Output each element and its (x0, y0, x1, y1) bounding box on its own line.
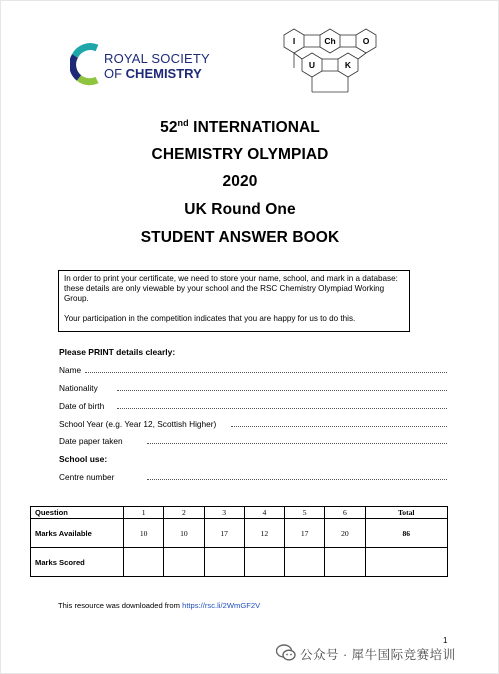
privacy-notice-para1: In order to print your certificate, we need to store your name, school, and mark in a database: these details are only viewable by your school and the RSC Chemistry Olympiad Working Group. (64, 274, 398, 303)
dob-label: Date of birth (59, 401, 105, 411)
title-ordinal: 52 (160, 119, 178, 137)
question-number: 4 (244, 507, 284, 519)
marks-available-cell: 17 (285, 519, 325, 548)
marks-scored-cell[interactable] (285, 548, 325, 577)
marks-scored-label: Marks Scored (31, 548, 124, 577)
total-header: Total (365, 507, 448, 519)
date-taken-label: Date paper taken (59, 436, 123, 446)
date-taken-dotted-line[interactable] (147, 443, 447, 444)
marks-scored-cell[interactable] (124, 548, 164, 577)
title-year: 2020 (222, 173, 258, 190)
dob-dotted-line[interactable] (117, 408, 447, 409)
marks-available-cell: 20 (325, 519, 365, 548)
form-heading: Please PRINT details clearly: (59, 347, 176, 357)
marks-available-cell: 17 (204, 519, 244, 548)
marks-scored-row (31, 548, 448, 577)
date-taken-field[interactable] (59, 436, 447, 448)
watermark-text: 公众号 · 犀牛国际竞赛培训 (300, 648, 456, 662)
badge-letter-k: K (344, 60, 352, 70)
question-header: Question (31, 507, 124, 519)
privacy-notice (58, 270, 410, 332)
rsc-logo-mark (70, 42, 104, 86)
title-ordinal-suffix: nd (177, 118, 189, 128)
school-use-heading: School use: (59, 454, 108, 464)
school-year-dotted-line[interactable] (231, 426, 447, 427)
marks-available-cell: 10 (164, 519, 204, 548)
wechat-watermark (274, 643, 486, 663)
rsc-logo-of: OF (104, 66, 126, 81)
marks-available-total: 86 (365, 519, 448, 548)
marks-scored-total[interactable] (365, 548, 448, 577)
title-answer-book: STUDENT ANSWER BOOK (140, 229, 340, 246)
name-label: Name (59, 365, 82, 375)
badge-letter-i: I (292, 36, 296, 46)
centre-number-label: Centre number (59, 472, 115, 482)
school-year-label: School Year (e.g. Year 12, Scottish Higher) (59, 419, 217, 429)
privacy-notice-para2: Your participation in the competition indicates that you are happy for us to do this. (64, 314, 356, 323)
nationality-label: Nationality (59, 383, 98, 393)
footer-text: This resource was downloaded from (58, 601, 183, 610)
centre-number-dotted-line[interactable] (147, 479, 447, 480)
badge-letter-o: O (362, 36, 370, 46)
wechat-icon (276, 644, 296, 661)
footer-note (58, 601, 260, 610)
rsc-logo-line2 (104, 66, 202, 81)
page-number: 1 (443, 636, 448, 645)
marks-scored-cell[interactable] (204, 548, 244, 577)
marks-available-cell: 12 (244, 519, 284, 548)
badge-letter-u: U (308, 60, 316, 70)
title-line-2: CHEMISTRY OLYMPIAD (151, 146, 329, 163)
school-year-field[interactable] (59, 419, 447, 431)
dob-field[interactable] (59, 401, 447, 413)
rsc-logo (70, 42, 230, 86)
question-number: 6 (325, 507, 365, 519)
rsc-logo-chemistry: CHEMISTRY (125, 66, 202, 81)
download-link[interactable]: https://rsc.li/2WmGF2V (182, 601, 261, 610)
marks-available-label: Marks Available (31, 519, 124, 548)
question-number: 3 (204, 507, 244, 519)
marks-scored-cell[interactable] (244, 548, 284, 577)
marks-table (30, 506, 448, 577)
title-round: UK Round One (184, 201, 296, 218)
question-number: 1 (124, 507, 164, 519)
name-dotted-line[interactable] (85, 372, 447, 373)
title-line-1 (0, 118, 480, 137)
title-international: INTERNATIONAL (188, 119, 320, 137)
marks-scored-cell[interactable] (325, 548, 365, 577)
question-number: 5 (285, 507, 325, 519)
badge-letter-ch: Ch (324, 36, 336, 46)
icho-uk-badge (275, 24, 385, 102)
marks-header-row (31, 507, 448, 519)
marks-available-row (31, 519, 448, 548)
name-field[interactable] (59, 365, 447, 377)
question-number: 2 (164, 507, 204, 519)
nationality-dotted-line[interactable] (117, 390, 447, 391)
centre-number-field[interactable] (59, 472, 447, 484)
marks-available-cell: 10 (124, 519, 164, 548)
rsc-logo-line1: ROYAL SOCIETY (104, 51, 210, 66)
nationality-field[interactable] (59, 383, 447, 395)
marks-scored-cell[interactable] (164, 548, 204, 577)
